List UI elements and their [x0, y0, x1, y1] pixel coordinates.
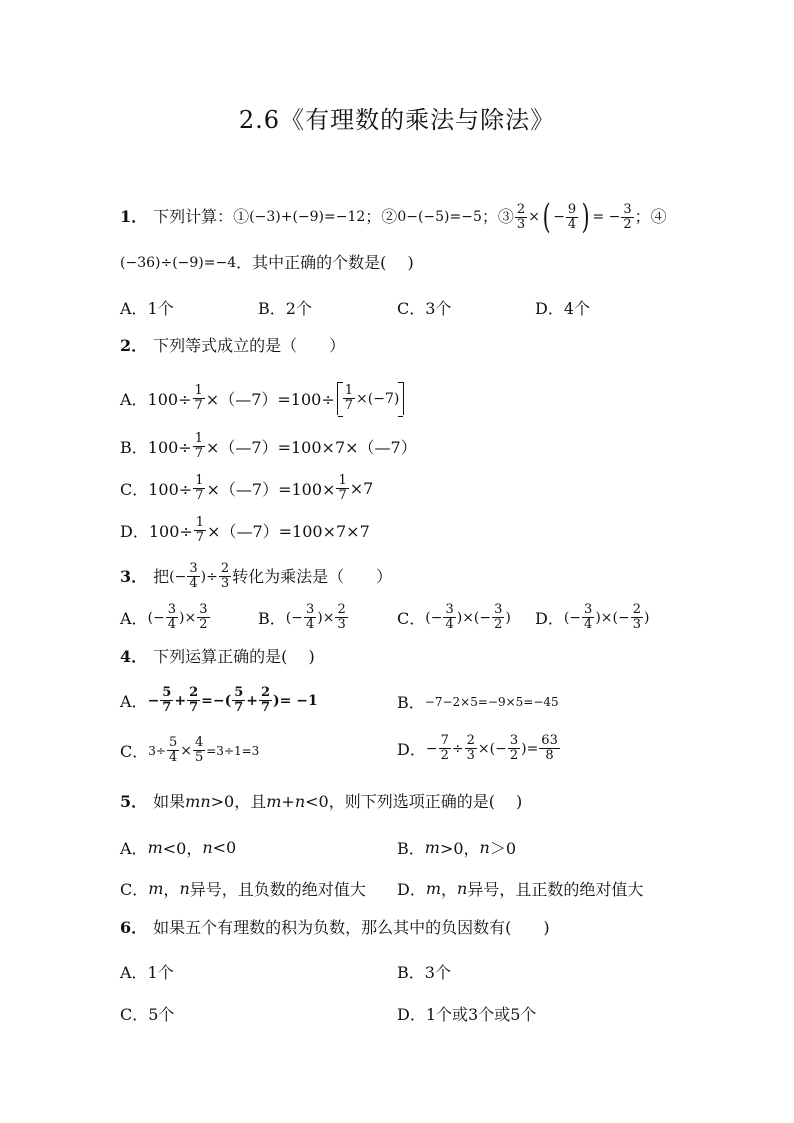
fraction: $\frac{1}{7}$	[195, 473, 204, 503]
option-c[interactable]: C． 3÷ $\frac{5}{4}$ × $\frac{4}{5}$ =3÷1=3	[120, 735, 260, 765]
expression: (−36)÷(−9)=−4	[120, 255, 237, 271]
question-number: 2．	[120, 336, 148, 355]
option-c[interactable]: C． m ， n 异号，且负数的绝对值大	[120, 879, 366, 899]
text: 下列等式成立的是（ ）	[153, 336, 346, 355]
option-c[interactable]	[120, 474, 373, 503]
page-title: 2.6《有理数的乘法与除法》	[238, 106, 556, 134]
option-a[interactable]: A．1个	[120, 299, 174, 318]
open-paren: (−	[169, 568, 187, 585]
question-number: 5．	[120, 792, 148, 811]
times-sign: ×	[528, 209, 540, 225]
label: C．100÷	[120, 480, 193, 499]
text: ；④	[634, 207, 667, 226]
label: D．100÷	[120, 522, 193, 541]
option-d[interactable]: D． (− $\frac{3}{4}$ ) ×(− $\frac{2}{3}$ )	[535, 602, 650, 632]
expression: (−3)+(−9)=−12	[249, 209, 366, 225]
expression: ×(−7)	[356, 390, 400, 407]
fraction: $\frac{9}{4}$	[567, 201, 577, 232]
text: 如果五个有理数的积为负数，那么其中的负因数有( )	[153, 918, 550, 937]
text: 把	[153, 566, 170, 586]
text: ．其中正确的个数是( )	[236, 253, 414, 272]
text: ；②	[365, 207, 398, 226]
fraction: $\frac{1}{7}$	[194, 431, 203, 461]
option-c[interactable]: C． (− $\frac{3}{4}$ ) ×(− $\frac{3}{2}$ )	[397, 602, 511, 632]
paren: (	[542, 197, 551, 237]
option-a[interactable]: A． − $\frac{5}{7}$ + $\frac{2}{7}$ =−( $\frac{5}{7}$ + $\frac{2}{7}$ ) = −1	[120, 685, 318, 715]
option-a[interactable]	[120, 382, 406, 415]
question-2	[120, 336, 345, 356]
option-c[interactable]: C．5个	[120, 1005, 175, 1024]
text: 下列计算：①	[153, 207, 250, 226]
option-a[interactable]: A． (− $\frac{3}{4}$ ) × $\frac{3}{2}$	[120, 602, 208, 632]
label: B．100÷	[120, 438, 192, 457]
option-b[interactable]	[120, 432, 417, 461]
question-number: 1．	[120, 207, 148, 226]
question-5: 5． 如果 mn >0，且 m + n <0，则下列选项正确的是( )	[120, 792, 523, 811]
question-number: 6．	[120, 918, 148, 937]
fraction: $\frac{1}{7}$	[338, 473, 347, 503]
fraction: $\frac{1}{7}$	[194, 383, 203, 413]
option-b[interactable]: B． −7−2×5=−9×5=−45	[397, 693, 559, 712]
divide: )÷	[200, 568, 218, 585]
option-d[interactable]: D．1个或3个或5个	[397, 1005, 537, 1024]
fraction: $\frac{2}{3}$	[220, 561, 230, 591]
equals-minus: = −	[592, 209, 621, 225]
fraction: $\frac{2}{3}$	[516, 201, 526, 232]
fraction: $\frac{3}{4}$	[189, 561, 198, 591]
option-d[interactable]	[120, 516, 370, 545]
fraction: $\frac{1}{7}$	[195, 515, 205, 545]
question-6	[120, 918, 550, 938]
option-d[interactable]: D． m ， n 异号，且正数的绝对值大	[397, 879, 644, 899]
fraction: $\frac{3}{2}$	[623, 201, 632, 232]
option-d[interactable]: D．4个	[535, 299, 591, 318]
bracket	[337, 382, 405, 415]
paren: )	[581, 197, 590, 237]
text: ×（—7）=100÷	[205, 390, 335, 409]
option-b[interactable]: B．2个	[258, 299, 312, 318]
text: ×（—7）=100×7×（—7）	[206, 438, 417, 457]
question-number: 4．	[120, 647, 148, 666]
text: ×（—7）=100×	[206, 480, 336, 499]
minus: −	[553, 209, 565, 225]
expression: 0−(−5)=−5	[397, 209, 482, 225]
option-a[interactable]: A．1个	[120, 963, 174, 982]
fraction: $\frac{1}{7}$	[344, 383, 354, 413]
question-number: 3．	[120, 566, 148, 586]
option-b[interactable]: B． m >0， n ＞0	[397, 838, 517, 858]
option-c[interactable]: C．3个	[397, 299, 452, 318]
text: ×7	[349, 479, 374, 498]
option-b[interactable]: B．3个	[397, 963, 451, 982]
label: A．100÷	[120, 390, 192, 409]
question-3	[120, 562, 392, 591]
option-b[interactable]: B． (− $\frac{3}{4}$ ) × $\frac{2}{3}$	[258, 602, 346, 632]
text: ；③	[481, 207, 514, 226]
text: 转化为乘法是（ ）	[232, 566, 393, 586]
text: 下列运算正确的是( )	[153, 647, 315, 666]
question-1-cont	[120, 253, 414, 273]
option-a[interactable]: A． m <0， n <0	[120, 838, 237, 858]
question-4	[120, 647, 315, 667]
question-1	[120, 197, 667, 237]
option-d[interactable]: D． − $\frac{7}{2}$ ÷ $\frac{2}{3}$ ×(− $\frac{3}{2}$ ) = $\frac{63}{8}$	[397, 733, 558, 763]
text: ×（—7）=100×7×7	[207, 522, 370, 541]
